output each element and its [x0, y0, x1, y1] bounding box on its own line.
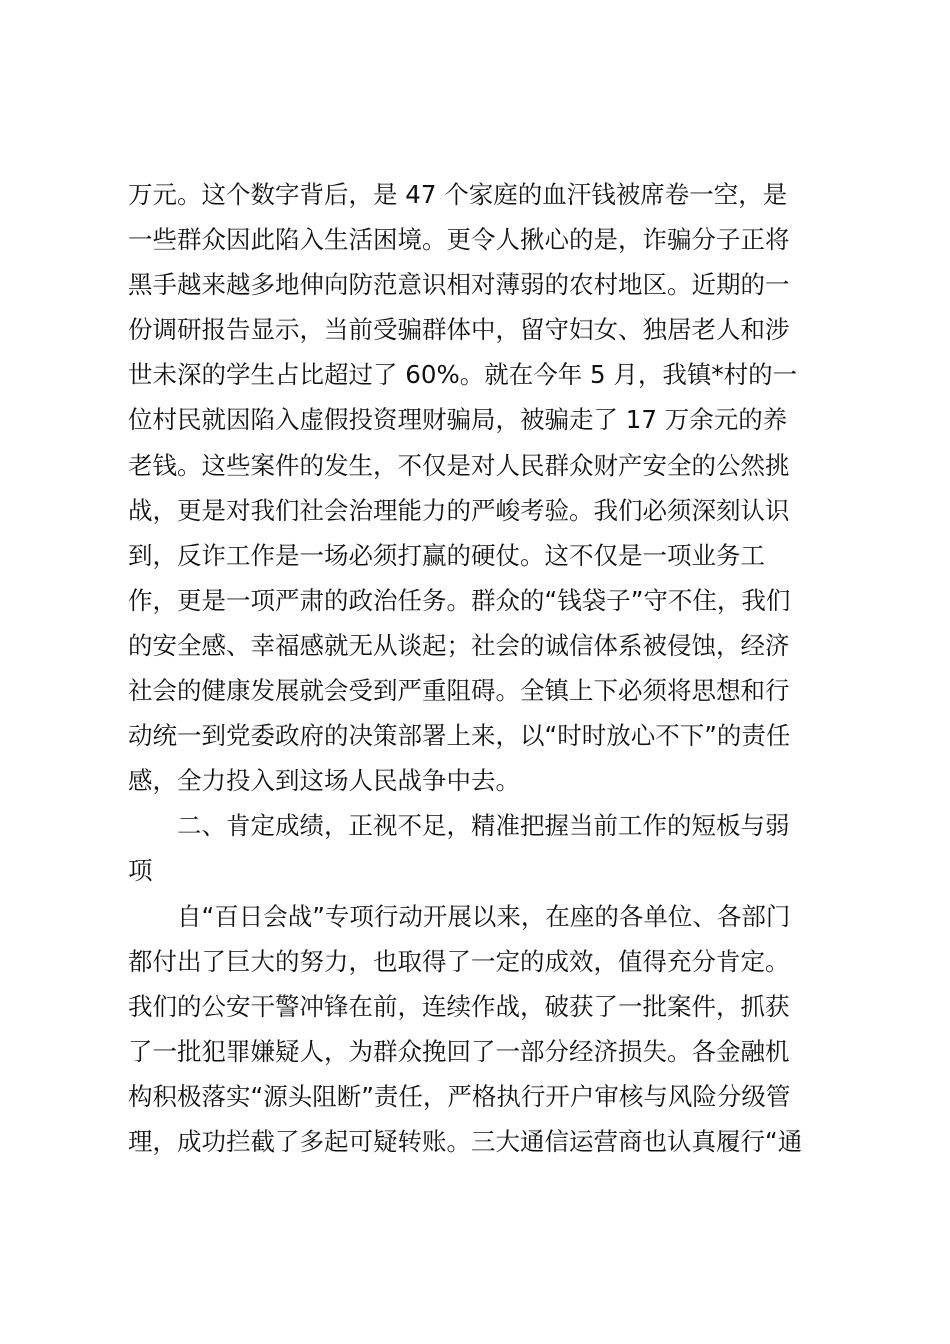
- heading-line: 二、肯定成绩，正视不足，精准把握当前工作的短板与弱: [177, 811, 790, 841]
- text-line: 构积极落实“源头阻断”责任，严格执行开户审核与风险分级管: [128, 1081, 791, 1111]
- text-line: 战，更是对我们社会治理能力的严峻考验。我们必须深刻认识: [128, 495, 790, 525]
- text-line: 社会的健康发展就会受到严重阻碍。全镇上下必须将思想和行: [128, 676, 790, 706]
- paragraph-1: [128, 172, 823, 803]
- text-line: 世未深的学生占比超过了 60%。就在今年 5 月，我镇*村的一: [128, 360, 798, 390]
- text-line: 我们的公安干警冲锋在前，连续作战，破获了一批案件，抓获: [128, 991, 790, 1021]
- text-line: 自“百日会战”专项行动开展以来，在座的各单位、各部门: [177, 901, 791, 931]
- text-line: 万元。这个数字背后，是 47 个家庭的血汗钱被席卷一空，是: [128, 180, 788, 209]
- text-line: 感，全力投入到这场人民战争中去。: [128, 766, 520, 796]
- text-line: 一些群众因此陷入生活困境。更令人揪心的是，诈骗分子正将: [128, 225, 790, 255]
- heading-line: 项: [128, 856, 153, 886]
- text-line: 都付出了巨大的努力，也取得了一定的成效，值得充分肯定。: [128, 946, 790, 976]
- text-line: 了一批犯罪嫌疑人，为群众挽回了一部分经济损失。各金融机: [128, 1036, 790, 1066]
- section-heading: [128, 803, 823, 893]
- text-line: 份调研报告显示，当前受骗群体中，留守妇女、独居老人和涉: [128, 315, 790, 345]
- document-body: [128, 172, 823, 1164]
- text-line: 黑手越来越多地伸向防范意识相对薄弱的农村地区。近期的一: [128, 270, 790, 300]
- text-line: 作，更是一项严肃的政治任务。群众的“钱袋子”守不住，我们: [128, 585, 791, 615]
- text-line: 到，反诈工作是一场必须打赢的硬仗。这不仅是一项业务工: [128, 540, 765, 570]
- text-line: 老钱。这些案件的发生，不仅是对人民群众财产安全的公然挑: [128, 450, 790, 480]
- text-line: 的安全感、幸福感就无从谈起；社会的诚信体系被侵蚀，经济: [128, 630, 790, 660]
- paragraph-2: [128, 894, 823, 1165]
- text-line: 位村民就因陷入虚假投资理财骗局，被骗走了 17 万余元的养: [128, 405, 788, 435]
- text-line: 理，成功拦截了多起可疑转账。三大通信运营商也认真履行“通: [128, 1126, 803, 1156]
- text-line: 动统一到党委政府的决策部署上来，以“时时放心不下”的责任: [128, 721, 791, 751]
